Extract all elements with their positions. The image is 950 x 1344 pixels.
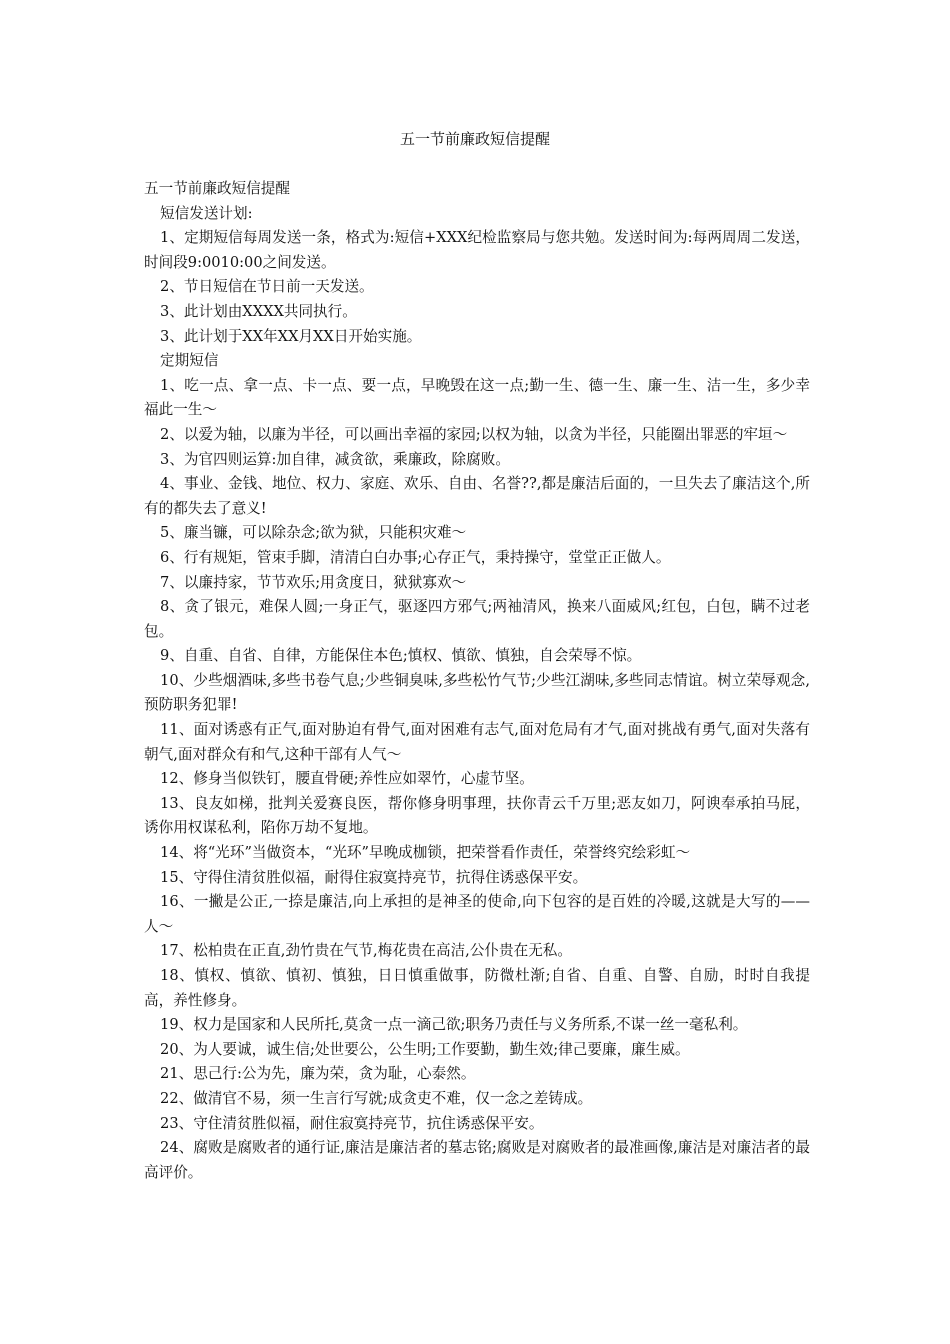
paragraph: 8、贪了银元，难保人圆;一身正气，驱逐四方邪气;两袖清风，换来八面威风;红包，白包，瞒不过老包。	[144, 598, 810, 640]
paragraph: 1、定期短信每周发送一条，格式为:短信+XXX纪检监察局与您共勉。发送时间为:每两周周二发送，时间段9:0010:00之间发送。	[144, 229, 810, 271]
paragraph: 2、节日短信在节日前一天发送。	[160, 278, 374, 296]
paragraph: 5、廉当镰，可以除杂念;欲为狱，只能积灾难～	[160, 524, 467, 542]
paragraph: 3、为官四则运算:加自律，减贪欲，乘廉政，除腐败。	[160, 450, 510, 468]
paragraph: 22、做清官不易，须一生言行写就;成贪吏不难，仅一念之差铸成。	[160, 1089, 593, 1107]
paragraph: 4、事业、金钱、地位、权力、家庭、欢乐、自由、名誉??,都是廉洁后面的，一旦失去了廉洁这个,所有的都失去了意义!	[144, 475, 810, 517]
paragraph-heading: 五一节前廉政短信提醒	[144, 180, 290, 197]
paragraph: 19、权力是国家和人民所托,莫贪一点一滴己欲;职务乃责任与义务所系,不谋一丝一毫私利。	[160, 1016, 748, 1034]
paragraph: 7、以廉持家，节节欢乐;用贪度日，狱狱寡欢～	[160, 573, 467, 591]
paragraph: 11、面对诱惑有正气,面对胁迫有骨气,面对困难有志气,面对危局有才气,面对挑战有勇气,面对失落有朝气,面对群众有和气,这种干部有人气～	[144, 721, 810, 763]
paragraph: 1、吃一点、拿一点、卡一点、要一点，早晚毁在这一点;勤一生、德一生、廉一生、洁一生，多少幸福此一生～	[144, 376, 810, 419]
paragraph: 13、良友如梯，批判关爱赛良医，帮你修身明事理，扶你青云千万里;恶友如刀，阿谀奉承拍马屁，诱你用权谋私利，陷你万劫不复地。	[144, 794, 810, 837]
paragraph: 14、将“光环”当做资本，“光环”早晚成枷锁，把荣誉看作责任，荣誉终究绘彩虹～	[160, 844, 691, 862]
paragraph: 3、此计划于XX年XX月XX日开始实施。	[160, 327, 422, 345]
paragraph: 12、修身当似铁钉，腰直骨硬;养性应如翠竹，心虚节坚。	[160, 770, 534, 788]
paragraph: 23、守住清贫胜似福，耐住寂寞持亮节，抗住诱惑保平安。	[160, 1114, 544, 1132]
paragraph: 21、思己行:公为先，廉为荣，贪为耻，心泰然。	[160, 1065, 476, 1083]
paragraph: 20、为人要诚，诚生信;处世要公，公生明;工作要勤，勤生效;律己要廉，廉生威。	[160, 1040, 690, 1058]
paragraph: 18、慎权、慎欲、慎初、慎独，日日慎重做事，防微杜渐;自省、自重、自警、自励，时时自我提高，养性修身。	[144, 967, 810, 1009]
document-title: 五一节前廉政短信提醒	[399, 130, 550, 148]
paragraph: 短信发送计划:	[160, 204, 253, 222]
paragraph: 2、以爱为轴，以廉为半径，可以画出幸福的家园;以权为轴，以贪为半径，只能圈出罪恶的牢垣～	[160, 425, 788, 443]
paragraph: 定期短信	[160, 352, 219, 370]
paragraph: 3、此计划由XXXX共同执行。	[160, 302, 357, 320]
paragraph: 6、行有规矩，管束手脚，清清白白办事;心存正气，秉持操守，堂堂正正做人。	[160, 548, 671, 566]
paragraph: 15、守得住清贫胜似福，耐得住寂寞持亮节，抗得住诱惑保平安。	[160, 868, 588, 886]
paragraph: 24、腐败是腐败者的通行证,廉洁是廉洁者的墓志铭;腐败是对腐败者的最准画像,廉洁是对廉洁者的最高评价。	[144, 1139, 810, 1181]
paragraph: 17、松柏贵在正直,劲竹贵在气节,梅花贵在高洁,公仆贵在无私。	[160, 942, 572, 960]
paragraph: 10、少些烟酒味,多些书卷气息;少些铜臭味,多些松竹气节;少些江湖味,多些同志情谊。树立荣辱观念,预防职务犯罪!	[144, 671, 810, 714]
paragraph: 16、一撇是公正,一捺是廉洁,向上承担的是神圣的使命,向下包容的是百姓的冷暖,这就是大写的——人～	[144, 893, 810, 935]
document-body	[144, 177, 810, 1185]
paragraph: 9、自重、自省、自律，方能保住本色;慎权、慎欲、慎独，自会荣辱不惊。	[160, 647, 642, 665]
